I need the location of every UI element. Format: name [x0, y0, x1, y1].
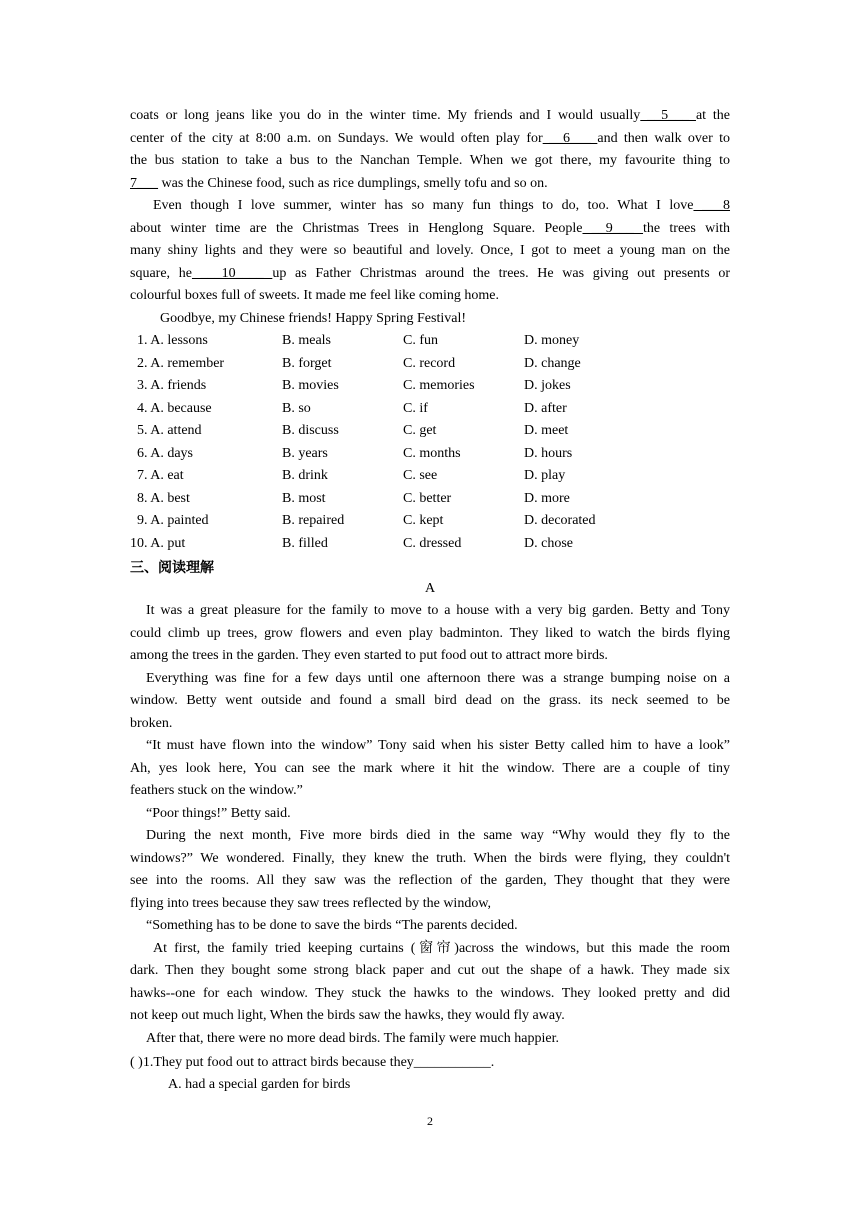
passage-line: window. Betty went outside and found a small bird dead on the grass. its neck seemed to be [130, 693, 730, 708]
answer-option-a: A. had a special garden for birds [168, 1077, 351, 1092]
blank-6: __6___ [542, 131, 598, 146]
passage-line: At first, the family tried keeping curtains (窗帘)across the windows, but this made the room [153, 941, 730, 956]
blank-9: __9___ [582, 221, 644, 236]
passage-line: “It must have flown into the window” Tony said when his sister Betty called him to have a look” [146, 738, 730, 753]
passage-line: During the next month, Five more birds died in the same way “Why would they fly to the [146, 828, 730, 843]
option-b: B. years [282, 446, 328, 461]
option-c: C. dressed [403, 536, 462, 551]
passage-label: A [424, 581, 436, 596]
option-c: C. record [403, 356, 456, 371]
cloze-line: many shiny lights and they were so beautiful and lovely. Once, I got to meet a young man on the [130, 243, 730, 258]
option-a: 3. A. friends [137, 378, 207, 393]
passage-line: dark. Then they bought some strong black paper and cut out the shape of a hawk. They made six [130, 963, 730, 978]
option-a: 2. A. remember [137, 356, 225, 371]
option-d: D. change [524, 356, 581, 371]
passage-line: “Poor things!” Betty said. [146, 806, 291, 821]
option-b: B. so [282, 401, 311, 416]
cloze-line: center of the city at 8:00 a.m. on Sundays. We would often play for __6___ and then walk over to [130, 131, 731, 146]
passage-line: not keep out much light, When the birds saw the hawks, they would fly away. [130, 1008, 565, 1023]
option-b: B. most [282, 491, 326, 506]
section-heading: 三、阅读理解 [130, 560, 214, 576]
option-c: C. better [403, 491, 452, 506]
option-b: B. discuss [282, 423, 339, 438]
option-b: B. repaired [282, 513, 345, 528]
option-d: D. money [524, 333, 580, 348]
blank-10: ___10____ [191, 266, 273, 281]
closing-line: Goodbye, my Chinese friends! Happy Spring Festival! [160, 311, 467, 326]
option-d: D. chose [524, 536, 573, 551]
question-1: ( )1.They put food out to attract birds because they___________. [130, 1055, 495, 1070]
option-a: 5. A. attend [137, 423, 202, 438]
option-c: C. months [403, 446, 461, 461]
passage-line: broken. [130, 716, 173, 731]
option-a: 7. A. eat [137, 468, 184, 483]
option-a: 4. A. because [137, 401, 212, 416]
option-c: C. kept [403, 513, 444, 528]
option-d: D. hours [524, 446, 573, 461]
cloze-line: the bus station to take a bus to the Nanchan Temple. When we got there, my favourite thing to [130, 153, 730, 168]
option-d: D. after [524, 401, 567, 416]
passage-line: windows?” We wondered. Finally, they knew the truth. When the birds were flying, they couldn't [130, 851, 730, 866]
option-a: 1. A. lessons [137, 333, 208, 348]
blank-7: 7___ [130, 176, 158, 191]
passage-line: see into the rooms. All they saw was the reflection of the garden, They thought that they were [130, 873, 730, 888]
option-d: D. meet [524, 423, 569, 438]
option-c: C. memories [403, 378, 475, 393]
page-number: 2 [427, 1114, 433, 1128]
cloze-line: square, he ___10____ up as Father Christmas around the trees. He was giving out presents or [130, 266, 730, 281]
passage-line: It was a great pleasure for the family to move to a house with a very big garden. Betty and Tony [146, 603, 730, 618]
option-a: 9. A. painted [137, 513, 209, 528]
option-c: C. see [403, 468, 438, 483]
passage-line: could climb up trees, grow flowers and even play badminton. They liked to watch the birds flying [130, 626, 730, 641]
option-b: B. forget [282, 356, 332, 371]
option-c: C. fun [403, 333, 438, 348]
passage-line: flying into trees because they saw trees reflected by the window, [130, 896, 492, 911]
option-b: B. meals [282, 333, 331, 348]
passage-line: Everything was fine for a few days until one afternoon there was a strange bumping noise on a [146, 671, 730, 686]
option-b: B. filled [282, 536, 328, 551]
passage-line: feathers stuck on the window.” [130, 783, 303, 798]
blank-8: ___8 [693, 198, 731, 213]
cloze-line: 7___ was the Chinese food, such as rice dumplings, smelly tofu and so on. [130, 176, 548, 191]
passage-line: hawks--one for each window. They stuck the hawks to the windows. They looked pretty and did [130, 986, 730, 1001]
option-b: B. drink [282, 468, 328, 483]
option-a: 8. A. best [137, 491, 190, 506]
cloze-line: about winter time are the Christmas Trees in Henglong Square. People __9___ the trees with [130, 221, 731, 236]
option-c: C. get [403, 423, 437, 438]
passage-line: among the trees in the garden. They even started to put food out to attract more birds. [130, 648, 608, 663]
cloze-line: Even though I love summer, winter has so many fun things to do, too. What I love ___8 [153, 198, 731, 213]
option-d: D. jokes [524, 378, 571, 393]
passage-line: After that, there were no more dead birds. The family were much happier. [146, 1031, 559, 1046]
option-a: 10. A. put [130, 536, 186, 551]
option-c: C. if [403, 401, 428, 416]
blank-5: __5___ [640, 108, 696, 123]
option-d: D. decorated [524, 513, 596, 528]
option-b: B. movies [282, 378, 339, 393]
cloze-line: colourful boxes full of sweets. It made me feel like coming home. [130, 288, 499, 303]
option-d: D. more [524, 491, 570, 506]
passage-line: “Something has to be done to save the birds “The parents decided. [146, 918, 518, 933]
option-d: D. play [524, 468, 566, 483]
option-a: 6. A. days [137, 446, 193, 461]
cloze-line: coats or long jeans like you do in the winter time. My friends and I would usually __5___ at the [130, 108, 731, 123]
passage-line: Ah, yes look here, You can see the mark where it hit the window. There are a couple of tiny [130, 761, 730, 776]
